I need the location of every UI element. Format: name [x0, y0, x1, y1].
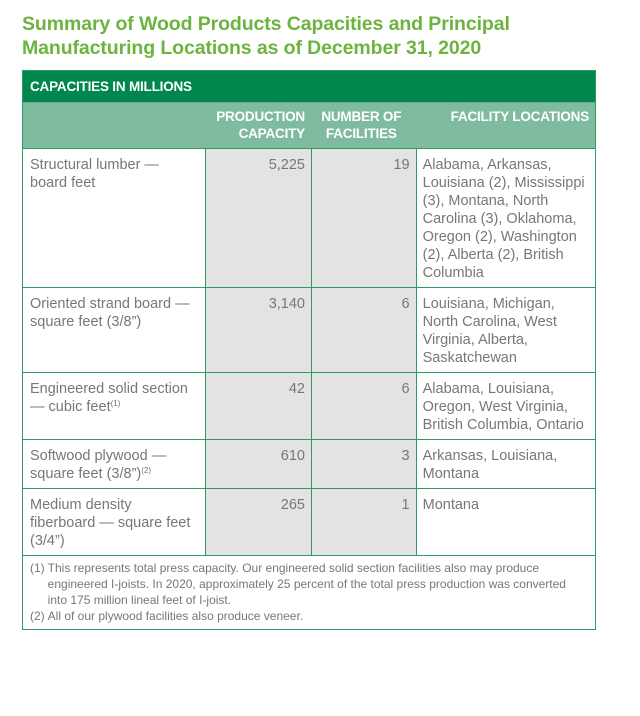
capacity-cell: 5,225: [205, 149, 311, 287]
table-caption: CAPACITIES IN MILLIONS: [23, 71, 595, 102]
header-production-capacity: PRODUCTION CAPACITY: [216, 109, 305, 141]
product-cell: Medium density fiberboard — square feet (3/4”): [30, 497, 191, 549]
table-row: [23, 439, 595, 488]
facilities-cell: 1: [311, 489, 416, 555]
product-cell: Softwood plywood — square feet (3/8”)$^{(2)}$: [30, 448, 167, 482]
capacity-cell: 265: [205, 489, 311, 555]
product-cell: Engineered solid section — cubic feet$^{(1)}$: [30, 381, 188, 415]
product-cell: Structural lumber — board feet: [30, 157, 159, 191]
facilities-cell: 6: [311, 373, 416, 439]
facilities-cell: 3: [311, 440, 416, 488]
column-headers: [23, 102, 595, 148]
footnotes: [23, 555, 595, 629]
footnote: (2) All of our plywood facilities also produce veneer.: [30, 609, 304, 623]
capacity-cell: 610: [205, 440, 311, 488]
page-title: Summary of Wood Products Capacities and Principal Manufacturing Locations as of December 31, 2020: [22, 13, 510, 59]
capacity-cell: 3,140: [205, 288, 311, 372]
capacities-table: [22, 70, 596, 630]
locations-cell: Alabama, Louisiana, Oregon, West Virginia, British Columbia, Ontario: [416, 373, 595, 439]
table-row: [23, 488, 595, 555]
footnote-ref: (1): [110, 399, 121, 408]
header-product: [23, 103, 205, 148]
footnote: (1) This represents total press capacity. Our engineered solid section facilities also may produce engineered I-joists. In 2020, approximately 25 percent of the total press production was converted into 175 million lineal feet of I-joist.: [30, 561, 566, 607]
table-row: [23, 287, 595, 372]
header-number-of-facilities: NUMBER OF FACILITIES: [321, 109, 402, 141]
locations-cell: Alabama, Arkansas, Louisiana (2), Mississippi (3), Montana, North Carolina (3), Oklahoma, Oregon (2), Washington (2), Alberta (2), British Columbia: [416, 149, 595, 287]
product-cell: Oriented strand board — square feet (3/8”): [30, 296, 190, 330]
locations-cell: Montana: [416, 489, 595, 555]
table-row: [23, 148, 595, 287]
locations-cell: Louisiana, Michigan, North Carolina, West Virginia, Alberta, Saskatchewan: [416, 288, 595, 372]
facilities-cell: 6: [311, 288, 416, 372]
footnote-ref: (2): [141, 466, 152, 475]
table-row: [23, 372, 595, 439]
locations-cell: Arkansas, Louisiana, Montana: [416, 440, 595, 488]
header-facility-locations: FACILITY LOCATIONS: [450, 109, 589, 124]
capacity-cell: 42: [205, 373, 311, 439]
facilities-cell: 19: [311, 149, 416, 287]
